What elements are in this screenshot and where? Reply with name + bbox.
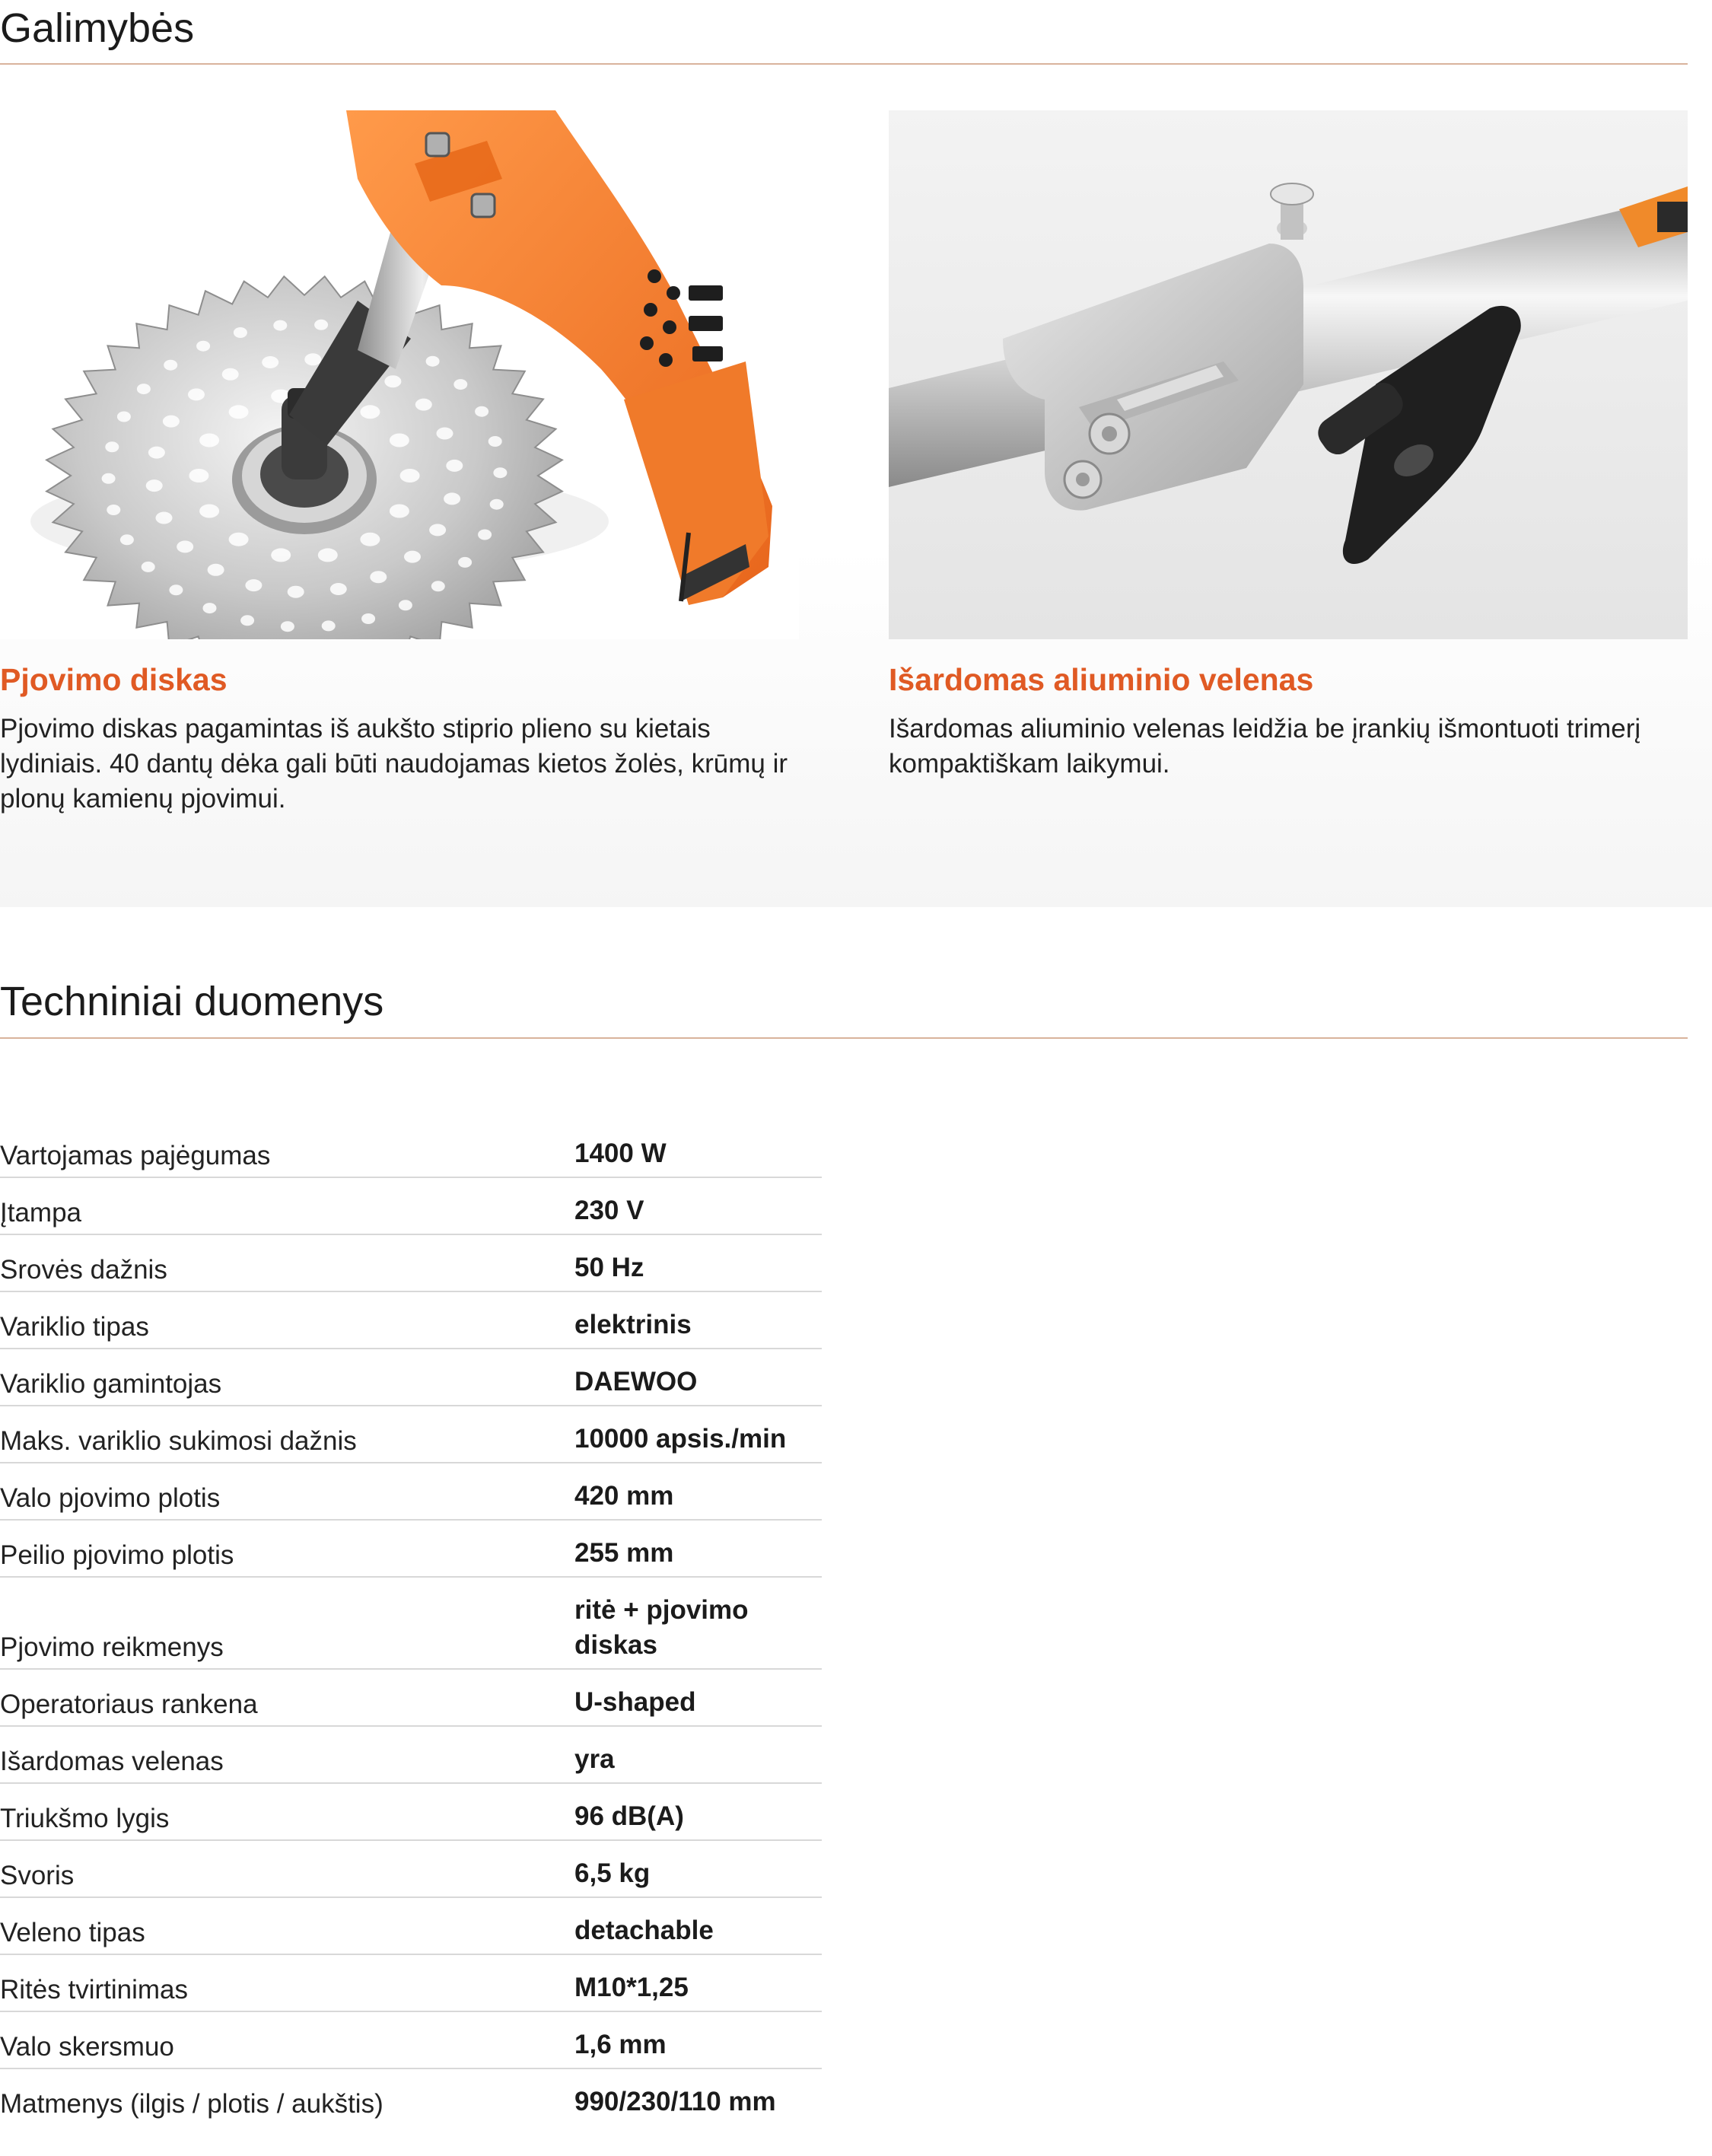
feature-card-cutting-disc xyxy=(0,110,799,814)
spec-row xyxy=(0,1291,822,1349)
spec-value: yra xyxy=(574,1726,822,1783)
specs-divider xyxy=(0,1037,1688,1039)
spec-key: Ritės tvirtinimas xyxy=(0,1954,574,2011)
spec-row xyxy=(0,1406,822,1463)
spec-key: Valo pjovimo plotis xyxy=(0,1463,574,1520)
feature-desc-aluminium-shaft: Išardomas aliuminio velenas leidžia be įrankių išmontuoti trimerį kompaktiškam laikymui. xyxy=(889,714,1641,779)
spec-key: Variklio tipas xyxy=(0,1291,574,1349)
spec-row xyxy=(0,1726,822,1783)
spec-value: ritė + pjovimo diskas xyxy=(574,1577,822,1669)
spec-row xyxy=(0,1463,822,1520)
feature-title-aluminium-shaft: Išardomas aliuminio velenas xyxy=(889,662,1314,697)
spec-row xyxy=(0,1669,822,1726)
spec-key: Veleno tipas xyxy=(0,1897,574,1954)
features-divider xyxy=(0,63,1688,65)
spec-row xyxy=(0,1349,822,1406)
spec-row xyxy=(0,1121,822,1177)
spec-row xyxy=(0,1840,822,1897)
spec-value: M10*1,25 xyxy=(574,1954,822,2011)
feature-title-cutting-disc: Pjovimo diskas xyxy=(0,662,228,697)
spec-value: 255 mm xyxy=(574,1520,822,1577)
spec-row xyxy=(0,2011,822,2068)
cutting-disc-image xyxy=(0,110,799,639)
features-heading: Galimybės xyxy=(0,5,195,51)
spec-key: Išardomas velenas xyxy=(0,1726,574,1783)
spec-value: detachable xyxy=(574,1897,822,1954)
spec-row xyxy=(0,1897,822,1954)
spec-key: Pjovimo reikmenys xyxy=(0,1577,574,1669)
features-section xyxy=(0,0,1712,907)
spec-value: U-shaped xyxy=(574,1669,822,1726)
spec-key: Svoris xyxy=(0,1840,574,1897)
spec-key: Valo skersmuo xyxy=(0,2011,574,2068)
specs-table xyxy=(0,1121,822,2125)
spec-key: Operatoriaus rankena xyxy=(0,1669,574,1726)
spec-row xyxy=(0,1577,822,1669)
feature-desc-cutting-disc: Pjovimo diskas pagamintas iš aukšto stiprio plieno su kietais lydiniais. 40 dantų dėka gali būti naudojamas kietos žolės, krūmų ir plonų kamienų pjovimui. xyxy=(0,714,788,814)
spec-value: 1400 W xyxy=(574,1121,822,1177)
specs-heading: Techniniai duomenys xyxy=(0,979,384,1024)
spec-value: 990/230/110 mm xyxy=(574,2087,776,2116)
aluminium-shaft-image xyxy=(889,110,1688,639)
spec-value: 96 dB(A) xyxy=(574,1783,822,1840)
spec-value: elektrinis xyxy=(574,1291,822,1349)
spec-key: Vartojamas pajėgumas xyxy=(0,1121,574,1177)
spec-key: Maks. variklio sukimosi dažnis xyxy=(0,1406,574,1463)
spec-row xyxy=(0,1520,822,1577)
spec-row xyxy=(0,1177,822,1234)
spec-key: Triukšmo lygis xyxy=(0,1783,574,1840)
spec-value: 420 mm xyxy=(574,1463,822,1520)
spec-row xyxy=(0,1783,822,1840)
spec-key: Srovės dažnis xyxy=(0,1234,574,1291)
spec-row xyxy=(0,2068,822,2125)
spec-value: 1,6 mm xyxy=(574,2011,822,2068)
spec-row xyxy=(0,1234,822,1291)
spec-value: 50 Hz xyxy=(574,1234,822,1291)
spec-key: Matmenys (ilgis / plotis / aukštis) xyxy=(0,2089,383,2119)
spec-key: Variklio gamintojas xyxy=(0,1349,574,1406)
spec-value: DAEWOO xyxy=(574,1349,822,1406)
spec-key: Įtampa xyxy=(0,1177,574,1234)
spec-value: 6,5 kg xyxy=(574,1840,822,1897)
spec-row xyxy=(0,1954,822,2011)
spec-value: 230 V xyxy=(574,1177,822,1234)
spec-key: Peilio pjovimo plotis xyxy=(0,1520,574,1577)
feature-card-aluminium-shaft xyxy=(889,110,1688,779)
spec-value: 10000 apsis./min xyxy=(574,1406,822,1463)
